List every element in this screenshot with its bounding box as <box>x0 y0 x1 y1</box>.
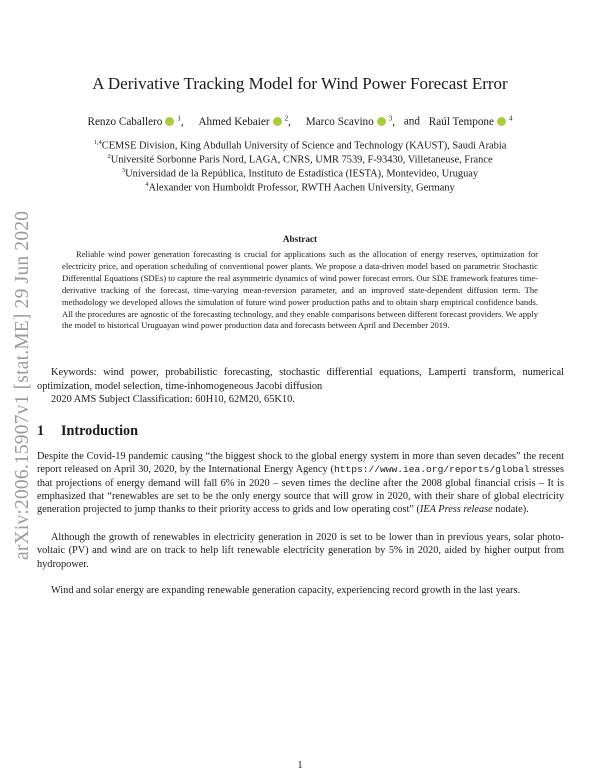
arxiv-stamp: arXiv:2006.15907v1 [stat.ME] 29 Jun 2020 <box>12 210 33 560</box>
orcid-icon[interactable] <box>377 117 386 126</box>
orcid-icon[interactable] <box>165 117 174 126</box>
orcid-icon[interactable] <box>497 117 506 126</box>
author-conjunction: and <box>403 115 420 128</box>
report-link[interactable]: https://www.iea.org/reports/global <box>333 464 530 476</box>
affiliation: $^{1,4}$CEMSE Division, King Abdullah University of Science and Technology (KAUST), Saudi Arabia <box>93 139 507 152</box>
orcid-icon[interactable] <box>273 117 282 126</box>
abstract-text: Reliable wind power generation forecasting is crucial for applications such as the allocation of energy reserves, optimization for electricity price, and operation scheduling of conventional power plants. We propose a data-driven model based on parametric Stochastic Differential Equations (SDEs) to capture the real asymmetric dynamics of wind power forecast errors. Our SDE framework features time-derivative tracking of the forecast, time-varying mean-reversion parameter, and an improved state-dependent diffusion term. The methodology we developed allows the simulation of future wind power production paths and to obtain sharp empirical confidence bands. All the procedures are agnostic of the forecasting technology, and they enable comparisons between different forecast providers. We apply the model to historical Uruguayan wind power production data and forecasts between April and December 2019. <box>62 249 538 331</box>
author: Ahmed Kebaier $^2$, <box>198 114 291 128</box>
paper-title: A Derivative Tracking Model for Wind Power Forecast Error <box>92 74 508 93</box>
author-list <box>0 114 600 128</box>
page-number: 1 <box>297 760 303 771</box>
author: Raúl Tempone $^4$ <box>428 114 513 128</box>
author: Renzo Caballero $^1$, <box>87 114 184 128</box>
section-heading: 1 Introduction <box>37 423 138 439</box>
author: Marco Scavino $^3$, <box>305 114 396 128</box>
paragraph: Although the growth of renewables in electricity generation in 2020 is set to be lower than in previous years, solar photo-voltaic (PV) and wind are on track to help lift renewable electricity generation by 5% in 2020, aided by higher output from hydropower. <box>37 532 564 570</box>
paragraph: Despite the Covid-19 pandemic causing “the biggest shock to the global energy system in more than seven decades” the recent report released on April 30, 2020, by the International Energy Agency (https://www.iea.org/reports/global stresses that projections of energy demand will fall 6% in 2020 – seven times the decline after the 2008 global financial crisis – It is emphasized that “renewables are set to be the only energy source that will grow in 2020, with their share of global electricity generation projected to jump thanks to their priority access to grids and low operating cost” (IEA Press release nodate). <box>37 451 564 516</box>
abstract-heading: Abstract <box>282 234 318 244</box>
ams-classification: 2020 AMS Subject Classification: 60H10, 62M20, 65K10. <box>51 394 295 405</box>
keywords: Keywords: wind power, probabilistic forecasting, stochastic differential equations, Lamperti transform, numerical optimization, model selection, time-inhomogeneous Jacobi diffusion <box>37 367 564 392</box>
affiliation: $^2$Université Sorbonne Paris Nord, LAGA, CNRS, UMR 7539, F-93430, Villetaneuse, France <box>107 153 493 166</box>
affiliation: $^3$Universidad de la República, Instituto de Estadística (IESTA), Montevideo, Uruguay <box>121 167 479 180</box>
affiliation: $^4$Alexander von Humboldt Professor, RWTH Aachen University, Germany <box>145 181 455 194</box>
paragraph: Wind and solar energy are expanding renewable generation capacity, experiencing record growth in the last years. <box>51 585 521 596</box>
